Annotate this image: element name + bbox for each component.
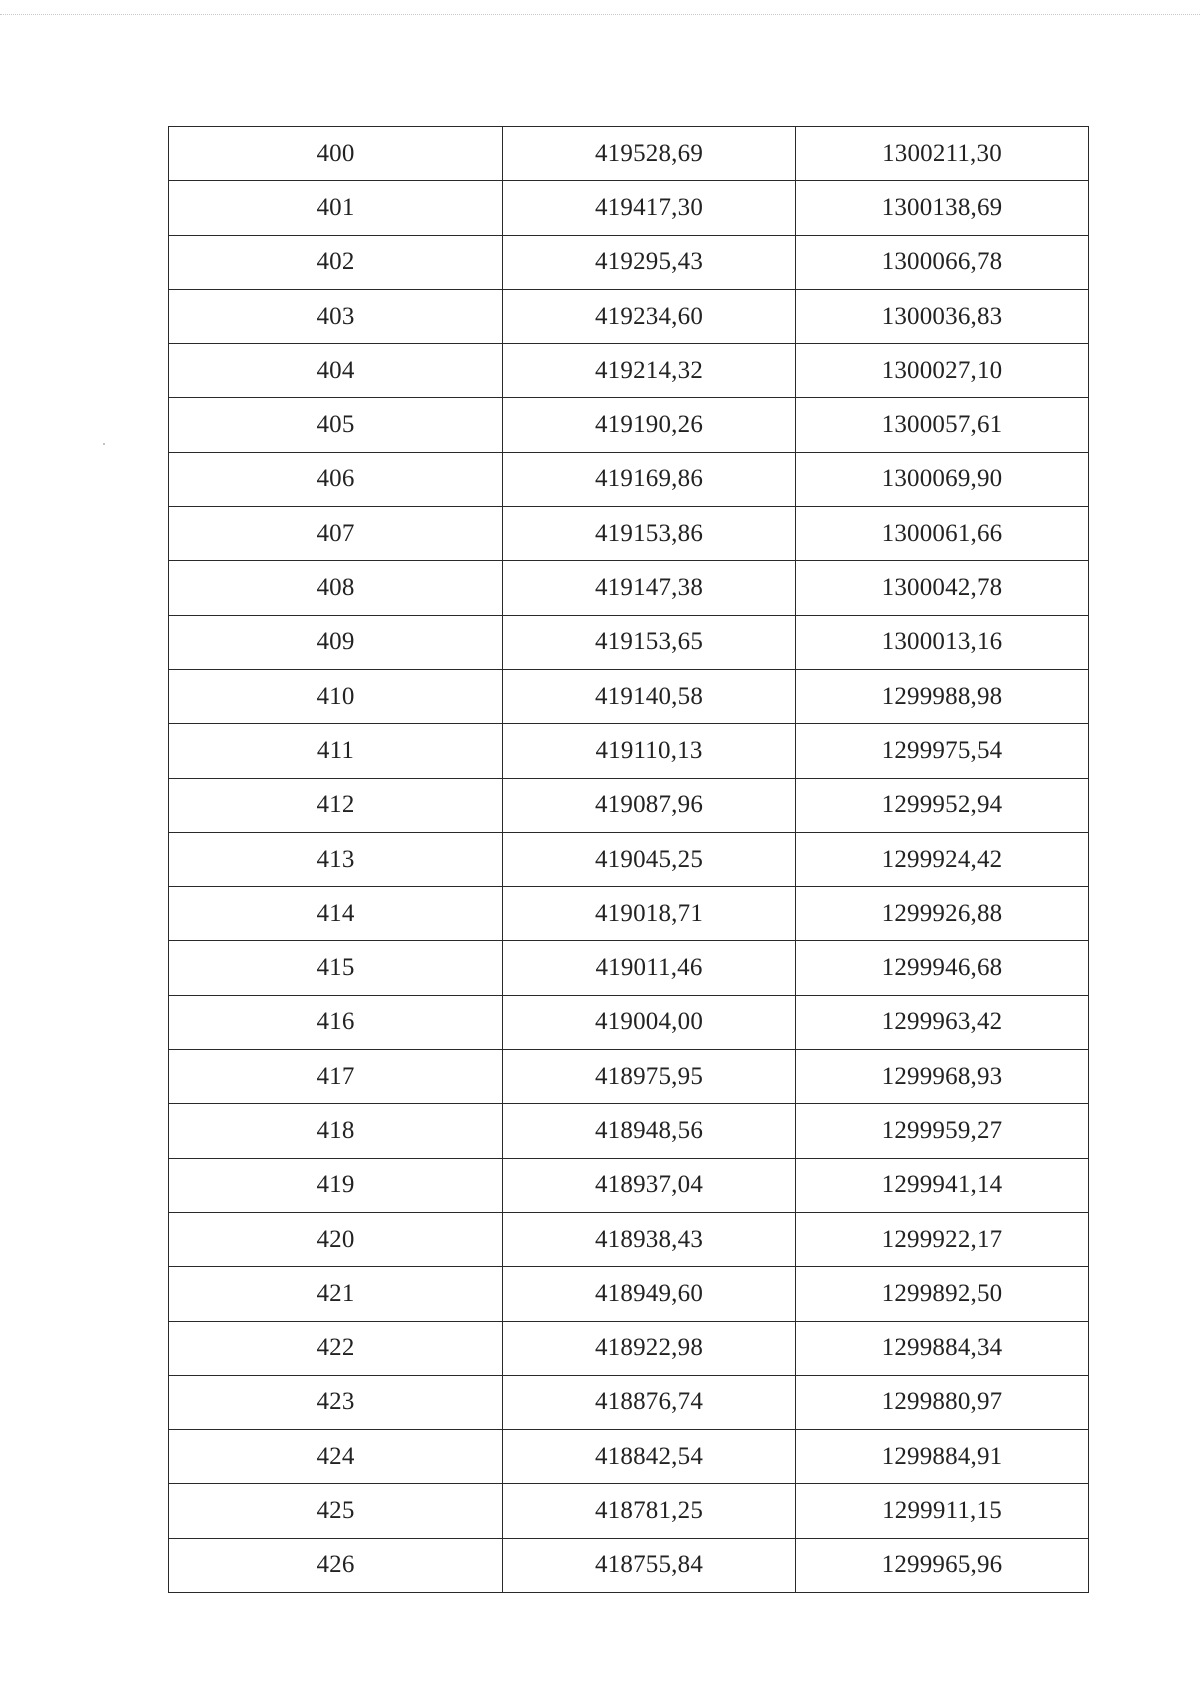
y-coordinate-cell: 1300027,10	[796, 344, 1089, 398]
y-coordinate-cell: 1299963,42	[796, 995, 1089, 1049]
x-coordinate-cell: 419045,25	[503, 832, 796, 886]
table-row	[169, 507, 1089, 561]
scan-edge-line	[0, 14, 1200, 15]
point-number-cell: 412	[169, 778, 503, 832]
y-coordinate-cell: 1299941,14	[796, 1158, 1089, 1212]
table-row	[169, 235, 1089, 289]
y-coordinate-cell: 1299946,68	[796, 941, 1089, 995]
point-number-cell: 410	[169, 669, 503, 723]
table-row	[169, 1538, 1089, 1592]
x-coordinate-cell: 418781,25	[503, 1484, 796, 1538]
table-row	[169, 1050, 1089, 1104]
y-coordinate-cell: 1299884,34	[796, 1321, 1089, 1375]
scan-speck	[103, 443, 105, 445]
y-coordinate-cell: 1300069,90	[796, 452, 1089, 506]
point-number-cell: 406	[169, 452, 503, 506]
y-coordinate-cell: 1299924,42	[796, 832, 1089, 886]
table-row	[169, 127, 1089, 181]
x-coordinate-cell: 418842,54	[503, 1430, 796, 1484]
table-row	[169, 1321, 1089, 1375]
x-coordinate-cell: 418922,98	[503, 1321, 796, 1375]
point-number-cell: 400	[169, 127, 503, 181]
point-number-cell: 418	[169, 1104, 503, 1158]
point-number-cell: 419	[169, 1158, 503, 1212]
y-coordinate-cell: 1299880,97	[796, 1375, 1089, 1429]
y-coordinate-cell: 1300036,83	[796, 289, 1089, 343]
table-row	[169, 452, 1089, 506]
x-coordinate-cell: 418949,60	[503, 1267, 796, 1321]
table-row	[169, 1375, 1089, 1429]
y-coordinate-cell: 1299965,96	[796, 1538, 1089, 1592]
x-coordinate-cell: 419417,30	[503, 181, 796, 235]
table-row	[169, 344, 1089, 398]
table-row	[169, 995, 1089, 1049]
point-number-cell: 413	[169, 832, 503, 886]
table-row	[169, 941, 1089, 995]
point-number-cell: 423	[169, 1375, 503, 1429]
point-number-cell: 407	[169, 507, 503, 561]
coordinates-table	[168, 126, 1089, 1593]
table-row	[169, 724, 1089, 778]
point-number-cell: 420	[169, 1212, 503, 1266]
point-number-cell: 424	[169, 1430, 503, 1484]
point-number-cell: 404	[169, 344, 503, 398]
table-row	[169, 1430, 1089, 1484]
point-number-cell: 415	[169, 941, 503, 995]
table-row	[169, 832, 1089, 886]
x-coordinate-cell: 419234,60	[503, 289, 796, 343]
y-coordinate-cell: 1299911,15	[796, 1484, 1089, 1538]
point-number-cell: 405	[169, 398, 503, 452]
x-coordinate-cell: 418975,95	[503, 1050, 796, 1104]
point-number-cell: 426	[169, 1538, 503, 1592]
y-coordinate-cell: 1300138,69	[796, 181, 1089, 235]
y-coordinate-cell: 1300061,66	[796, 507, 1089, 561]
table-row	[169, 1104, 1089, 1158]
x-coordinate-cell: 419011,46	[503, 941, 796, 995]
y-coordinate-cell: 1299884,91	[796, 1430, 1089, 1484]
y-coordinate-cell: 1300042,78	[796, 561, 1089, 615]
x-coordinate-cell: 418938,43	[503, 1212, 796, 1266]
table-row	[169, 1212, 1089, 1266]
y-coordinate-cell: 1300211,30	[796, 127, 1089, 181]
table-row	[169, 669, 1089, 723]
table-row	[169, 398, 1089, 452]
x-coordinate-cell: 419153,86	[503, 507, 796, 561]
table-row	[169, 1158, 1089, 1212]
y-coordinate-cell: 1299968,93	[796, 1050, 1089, 1104]
point-number-cell: 409	[169, 615, 503, 669]
x-coordinate-cell: 419018,71	[503, 887, 796, 941]
x-coordinate-cell: 419295,43	[503, 235, 796, 289]
y-coordinate-cell: 1300057,61	[796, 398, 1089, 452]
point-number-cell: 414	[169, 887, 503, 941]
x-coordinate-cell: 419147,38	[503, 561, 796, 615]
x-coordinate-cell: 419214,32	[503, 344, 796, 398]
y-coordinate-cell: 1299988,98	[796, 669, 1089, 723]
table-row	[169, 289, 1089, 343]
x-coordinate-cell: 419153,65	[503, 615, 796, 669]
x-coordinate-cell: 419140,58	[503, 669, 796, 723]
table-row	[169, 615, 1089, 669]
x-coordinate-cell: 419169,86	[503, 452, 796, 506]
x-coordinate-cell: 418755,84	[503, 1538, 796, 1592]
table-row	[169, 1267, 1089, 1321]
table-row	[169, 778, 1089, 832]
coordinates-table-body	[169, 127, 1089, 1593]
table-row	[169, 561, 1089, 615]
x-coordinate-cell: 419190,26	[503, 398, 796, 452]
point-number-cell: 401	[169, 181, 503, 235]
table-row	[169, 1484, 1089, 1538]
y-coordinate-cell: 1300013,16	[796, 615, 1089, 669]
point-number-cell: 411	[169, 724, 503, 778]
y-coordinate-cell: 1300066,78	[796, 235, 1089, 289]
x-coordinate-cell: 419110,13	[503, 724, 796, 778]
y-coordinate-cell: 1299892,50	[796, 1267, 1089, 1321]
point-number-cell: 416	[169, 995, 503, 1049]
table-row	[169, 181, 1089, 235]
point-number-cell: 402	[169, 235, 503, 289]
x-coordinate-cell: 418948,56	[503, 1104, 796, 1158]
point-number-cell: 422	[169, 1321, 503, 1375]
x-coordinate-cell: 419087,96	[503, 778, 796, 832]
point-number-cell: 417	[169, 1050, 503, 1104]
y-coordinate-cell: 1299975,54	[796, 724, 1089, 778]
point-number-cell: 421	[169, 1267, 503, 1321]
y-coordinate-cell: 1299952,94	[796, 778, 1089, 832]
y-coordinate-cell: 1299959,27	[796, 1104, 1089, 1158]
point-number-cell: 403	[169, 289, 503, 343]
x-coordinate-cell: 418876,74	[503, 1375, 796, 1429]
point-number-cell: 425	[169, 1484, 503, 1538]
x-coordinate-cell: 419528,69	[503, 127, 796, 181]
table-row	[169, 887, 1089, 941]
x-coordinate-cell: 419004,00	[503, 995, 796, 1049]
y-coordinate-cell: 1299926,88	[796, 887, 1089, 941]
point-number-cell: 408	[169, 561, 503, 615]
x-coordinate-cell: 418937,04	[503, 1158, 796, 1212]
y-coordinate-cell: 1299922,17	[796, 1212, 1089, 1266]
